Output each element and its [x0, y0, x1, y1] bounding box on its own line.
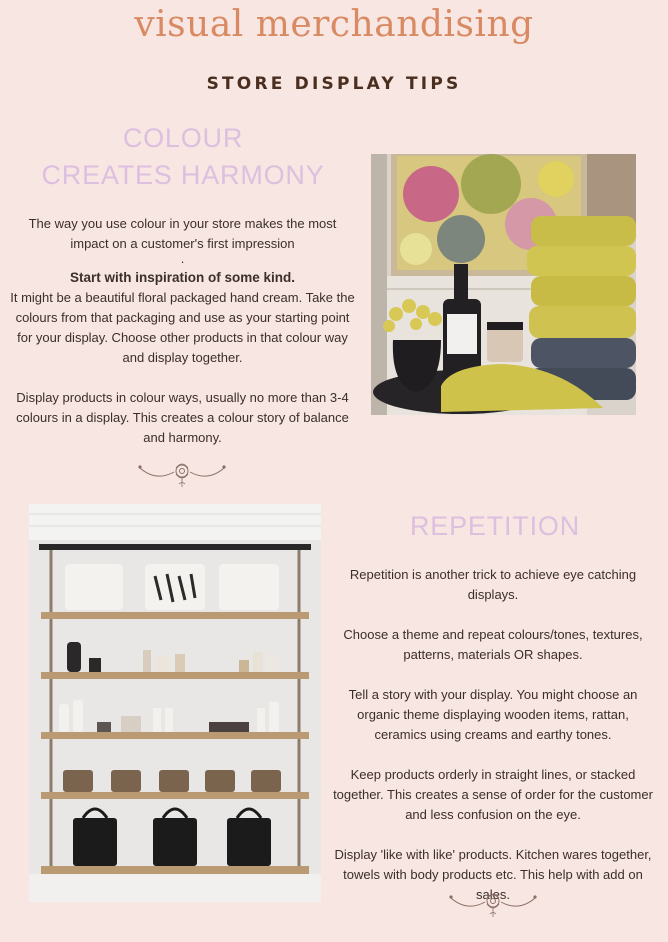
- page-subtitle: STORE DISPLAY TIPS: [206, 74, 462, 94]
- photo-shelves-icon: [29, 504, 321, 902]
- section-colour-text: [10, 214, 355, 448]
- paragraph: Tell a story with your display. You might choose an organic theme displaying wooden items, rattan, ceramics using creams and earthy tones.: [348, 687, 638, 742]
- paragraph: It might be a beautiful floral packaged hand cream. Take the colours from that packaging and use as your starting point for your display. Choose other products in that colour way and display together.: [10, 290, 355, 365]
- paragraph: Choose a theme and repeat colours/tones, textures, patterns, materials OR shapes.: [343, 627, 643, 662]
- intro-paragraph: The way you use colour in your store makes the most impact on a customer's first impression: [28, 216, 337, 251]
- heading-line: CREATES HARMONY: [41, 160, 325, 190]
- section-heading-repetition: REPETITION: [409, 511, 580, 541]
- strong-line: Start with inspiration of some kind.: [69, 270, 296, 285]
- floral-divider-icon: [136, 456, 228, 490]
- section-heading-colour: [18, 120, 348, 194]
- intro-dot: .: [180, 251, 185, 266]
- floral-divider-icon: [447, 886, 539, 920]
- photo-towels-icon: [371, 154, 636, 415]
- paragraph: Repetition is another trick to achieve eye catching displays.: [349, 567, 637, 602]
- page-title: visual merchandising: [134, 4, 534, 45]
- paragraph: Keep products orderly in straight lines, or stacked together. This creates a sense of order for the customer and less confusion on the eye.: [333, 767, 653, 822]
- heading-line: COLOUR: [122, 123, 244, 153]
- section-repetition-text: [333, 565, 653, 905]
- paragraph: Display 'like with like' products. Kitchen wares together, towels with body products etc. This help with add on sales.: [334, 847, 652, 902]
- paragraph: Display products in colour ways, usually no more than 3-4 colours in a display. This creates a colour story of balance and harmony.: [16, 390, 349, 445]
